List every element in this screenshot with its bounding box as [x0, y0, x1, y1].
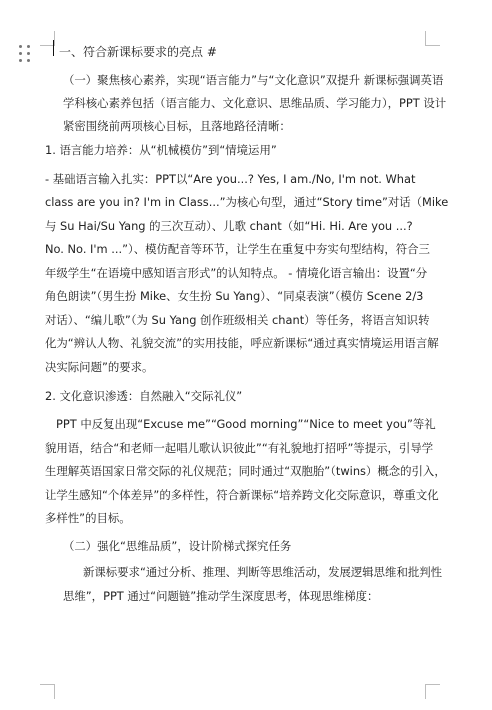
paragraph-line: 角色朗读”（男生扮 Mike、女生扮 Su Yang）、“同桌表演”（模仿 Scene 2/3	[45, 289, 424, 303]
paragraph-line: 思维”，PPT 通过“问题链”推动学生深度思考，体现思维梯度：	[63, 589, 379, 603]
paragraph-line: 让学生感知“个体差异”的多样性，符合新课标“培养跨文化交际意识，尊重文化	[45, 488, 439, 502]
paragraph-line: 新课标要求“通过分析、推理、判断等思维活动，发展逻辑思维和批判性	[83, 565, 443, 579]
paragraph-line: 貌用语，结合“和老师一起唱儿歌认识彼此”“有礼貌地打招呼”等提示，引导学	[45, 441, 434, 455]
paragraph-line: - 基础语言输入扎实：PPT以“Are you...? Yes, I am./No, I'm not. What	[45, 172, 416, 186]
paragraph-line: No. No. I'm ...”）、模仿配音等环节，让学生在重复中夯实句型结构，符合三	[45, 242, 430, 256]
paragraph-line: 紧密围绕前两项核心目标，且落地路径清晰：	[63, 119, 291, 133]
section-heading: 一、符合新课标要求的亮点 #	[59, 45, 217, 59]
paragraph-line: 多样性”的目标。	[45, 511, 131, 525]
list-heading-2: 2. 文化意识渗透：自然融入“交际礼仪”	[45, 389, 243, 403]
subsection-heading-2: （二）强化“思维品质”，设计阶梯式探究任务	[63, 539, 292, 553]
paragraph-line: 年级学生“在语境中感知语言形式”的认知特点。 - 情境化语言输出：设置“分	[45, 266, 428, 280]
paragraph-line: 与 Su Hai/Su Yang 的三次互动）、儿歌 chant（如“Hi. Hi. Are you ...?	[45, 219, 413, 233]
text-cursor	[53, 40, 54, 56]
paragraph-line: 学科核心素养包括（语言能力、文化意识、思维品质、学习能力），PPT 设计	[63, 96, 447, 110]
drag-handle-icon[interactable]	[18, 44, 34, 64]
crop-mark-bottom-left	[40, 684, 55, 699]
paragraph-line: 决实际问题”的要求。	[45, 360, 154, 374]
paragraph-line: PPT 中反复出现“Excuse me”“Good morning”“Nice to meet you”等礼	[56, 417, 436, 431]
crop-mark-bottom-right	[425, 684, 440, 699]
paragraph-line: 对话）、“编儿歌”（为 Su Yang 创作班级相关 chant）等任务，将语言知识转	[45, 313, 430, 327]
subsection-heading-1: （一）聚焦核心素养，实现“语言能力”与“文化意识”双提升 新课标强调英语	[63, 73, 444, 87]
paragraph-line: 生理解英语国家日常交际的礼仪规范；同时通过“双胞胎”（twins）概念的引入，	[45, 464, 446, 478]
paragraph-line: class are you in? I'm in Class...”为核心句型，通过“Story time”对话（Mike	[45, 195, 449, 209]
paragraph-line: 化为“辨认人物、礼貌交流”的实用技能，呼应新课标“通过真实情境运用语言解	[45, 336, 439, 350]
list-heading-1: 1. 语言能力培养：从“机械模仿”到“情境运用”	[45, 143, 277, 157]
